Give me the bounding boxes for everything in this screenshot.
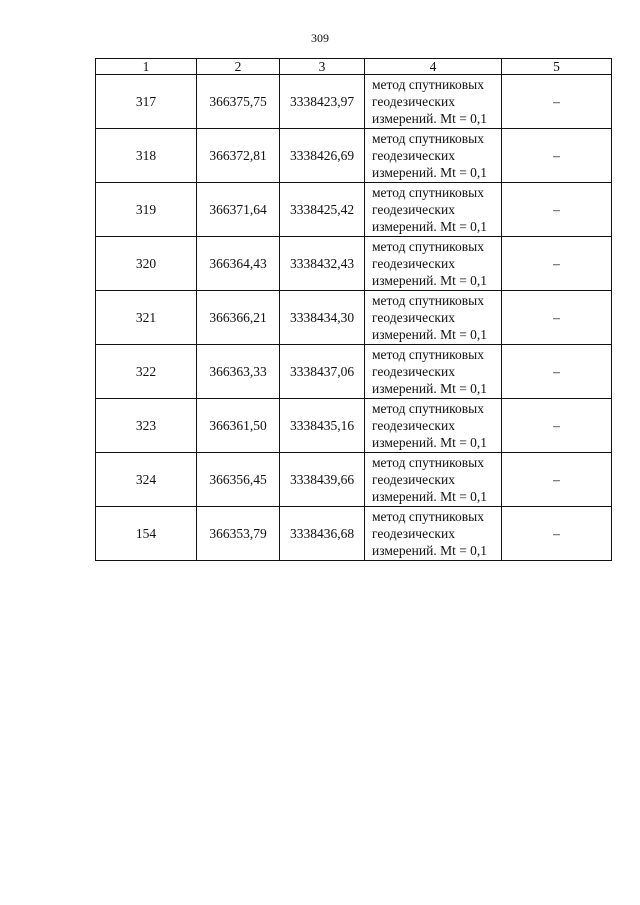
table-row (96, 345, 612, 399)
note-cell: – (502, 345, 612, 399)
y-coordinate-cell: 3338425,42 (280, 183, 365, 237)
note-cell: – (502, 507, 612, 561)
method-cell: метод спутниковых геодезических измерений. Mt = 0,1 (365, 453, 502, 507)
note-cell: – (502, 291, 612, 345)
method-cell: метод спутниковых геодезических измерений. Mt = 0,1 (365, 129, 502, 183)
note-cell: – (502, 129, 612, 183)
y-coordinate-cell: 3338436,68 (280, 507, 365, 561)
x-coordinate-cell: 366372,81 (197, 129, 280, 183)
x-coordinate-cell: 366361,50 (197, 399, 280, 453)
header-col-5: 5 (502, 59, 612, 75)
point-number-cell: 319 (96, 183, 197, 237)
table-row (96, 75, 612, 129)
table-body (96, 75, 612, 561)
y-coordinate-cell: 3338437,06 (280, 345, 365, 399)
y-coordinate-cell: 3338423,97 (280, 75, 365, 129)
table-row (96, 129, 612, 183)
table-row (96, 507, 612, 561)
page-number: 309 (311, 31, 329, 45)
y-coordinate-cell: 3338426,69 (280, 129, 365, 183)
method-cell: метод спутниковых геодезических измерений. Mt = 0,1 (365, 345, 502, 399)
x-coordinate-cell: 366363,33 (197, 345, 280, 399)
y-coordinate-cell: 3338432,43 (280, 237, 365, 291)
point-number-cell: 154 (96, 507, 197, 561)
point-number-cell: 323 (96, 399, 197, 453)
y-coordinate-cell: 3338434,30 (280, 291, 365, 345)
table-row (96, 399, 612, 453)
point-number-cell: 317 (96, 75, 197, 129)
header-col-3: 3 (280, 59, 365, 75)
x-coordinate-cell: 366375,75 (197, 75, 280, 129)
point-number-cell: 318 (96, 129, 197, 183)
note-cell: – (502, 399, 612, 453)
note-cell: – (502, 453, 612, 507)
header-row (96, 59, 612, 75)
table-row (96, 237, 612, 291)
point-number-cell: 320 (96, 237, 197, 291)
note-cell: – (502, 237, 612, 291)
table-row (96, 183, 612, 237)
table-row (96, 291, 612, 345)
y-coordinate-cell: 3338435,16 (280, 399, 365, 453)
x-coordinate-cell: 366371,64 (197, 183, 280, 237)
method-cell: метод спутниковых геодезических измерений. Mt = 0,1 (365, 183, 502, 237)
point-number-cell: 324 (96, 453, 197, 507)
method-cell: метод спутниковых геодезических измерений. Mt = 0,1 (365, 237, 502, 291)
table-header (96, 59, 612, 75)
coordinates-table (95, 58, 612, 561)
x-coordinate-cell: 366364,43 (197, 237, 280, 291)
note-cell: – (502, 183, 612, 237)
header-col-2: 2 (197, 59, 280, 75)
x-coordinate-cell: 366366,21 (197, 291, 280, 345)
x-coordinate-cell: 366353,79 (197, 507, 280, 561)
note-cell: – (502, 75, 612, 129)
method-cell: метод спутниковых геодезических измерений. Mt = 0,1 (365, 75, 502, 129)
header-col-1: 1 (96, 59, 197, 75)
point-number-cell: 322 (96, 345, 197, 399)
point-number-cell: 321 (96, 291, 197, 345)
y-coordinate-cell: 3338439,66 (280, 453, 365, 507)
method-cell: метод спутниковых геодезических измерений. Mt = 0,1 (365, 399, 502, 453)
table-row (96, 453, 612, 507)
method-cell: метод спутниковых геодезических измерений. Mt = 0,1 (365, 507, 502, 561)
header-col-4: 4 (365, 59, 502, 75)
method-cell: метод спутниковых геодезических измерений. Mt = 0,1 (365, 291, 502, 345)
x-coordinate-cell: 366356,45 (197, 453, 280, 507)
